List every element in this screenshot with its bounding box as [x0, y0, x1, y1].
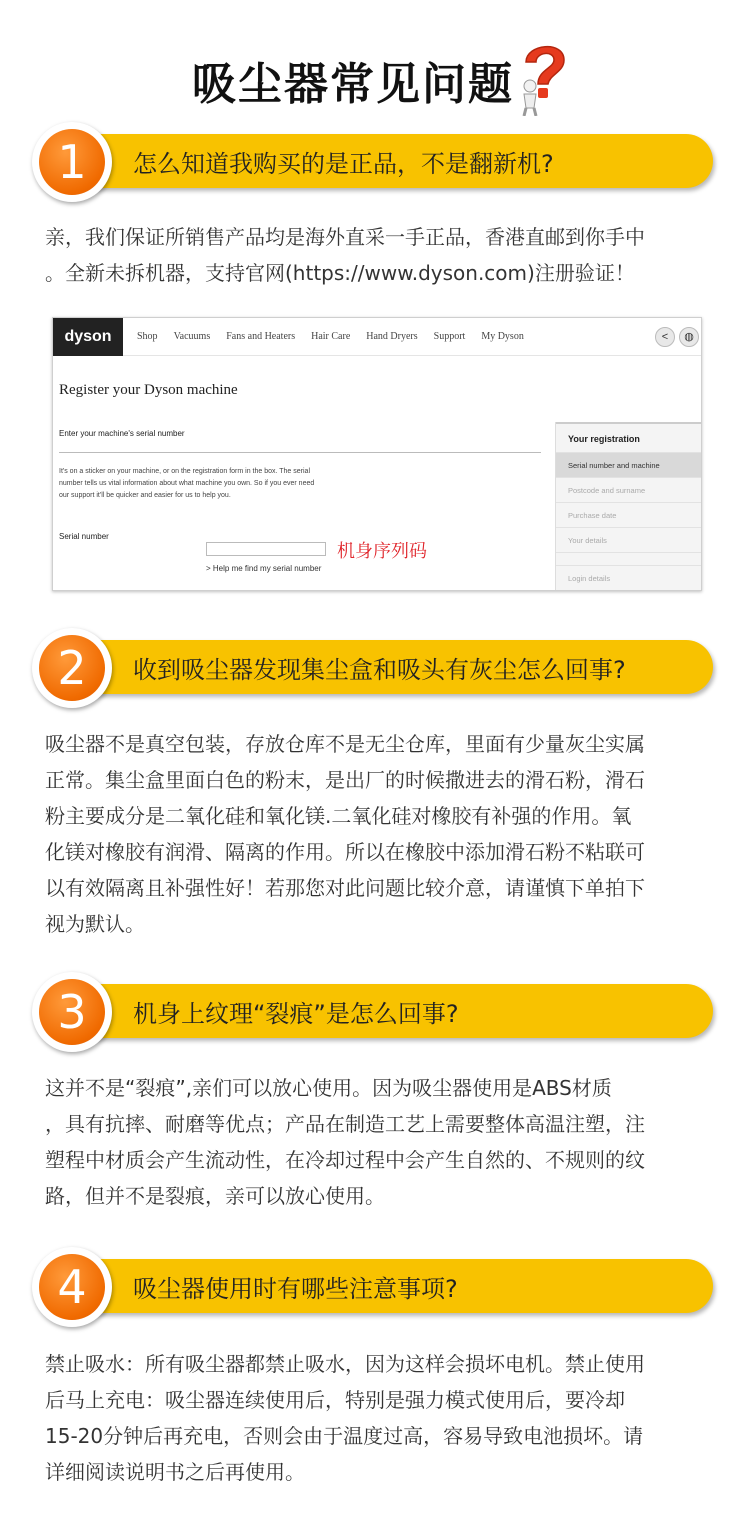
description-line: It's on a sticker on your machine, or on the registration form in the box. The serial	[59, 468, 310, 475]
nav-item-hair-care[interactable]: Hair Care	[311, 331, 351, 342]
dyson-logo[interactable]: dyson	[53, 318, 123, 356]
answer-line: 后马上充电：吸尘器连续使用后，特别是强力模式使用后，要冷却	[45, 1388, 625, 1412]
question-text: 吸尘器使用时有哪些注意事项?	[133, 1275, 458, 1303]
nav-item-my-dyson[interactable]: My Dyson	[481, 331, 524, 342]
globe-icon[interactable]: ◍	[679, 327, 699, 347]
number-badge	[32, 972, 112, 1052]
serial-number-input[interactable]	[206, 542, 326, 556]
section-3-header	[30, 970, 720, 1054]
question-text: 怎么知道我购买的是正品，不是翻新机?	[133, 150, 554, 178]
nav-item-hand-dryers[interactable]: Hand Dryers	[366, 331, 418, 342]
nav-item-support[interactable]: Support	[433, 331, 466, 342]
sidebar-item-postcode[interactable]: Postcode and surname	[556, 477, 702, 502]
nav-item-shop[interactable]: Shop	[137, 331, 158, 342]
number-badge	[32, 1247, 112, 1327]
registration-sidebar	[555, 422, 701, 590]
answer-line: 禁止吸水：所有吸尘器都禁止吸水，因为这样会损坏电机。禁止使用	[45, 1352, 645, 1376]
page-title: 吸尘器常见问题	[192, 59, 514, 110]
share-icon[interactable]: <	[655, 327, 675, 347]
serial-annotation: 机身序列码	[337, 541, 427, 562]
serial-description	[59, 466, 369, 502]
number-badge	[32, 122, 112, 202]
number-badge-digit: 2	[39, 635, 105, 701]
sidebar-item-details[interactable]: Your details	[556, 527, 702, 552]
answer-line: 以有效隔离且补强性好！若那您对此问题比较介意，请谨慎下单拍下	[45, 876, 645, 900]
answer-line: 视为默认。	[45, 912, 145, 936]
nav-menu	[137, 318, 540, 356]
answer-line: 化镁对橡胶有润滑、隔离的作用。所以在橡胶中添加滑石粉不粘联可	[45, 840, 645, 864]
enter-serial-label: Enter your machine's serial number	[59, 429, 185, 438]
question-text: 收到吸尘器发现集尘盒和吸头有灰尘怎么回事?	[133, 656, 626, 684]
site-nav	[53, 318, 701, 356]
number-badge	[32, 628, 112, 708]
description-line: our support it'll be quicker and easier for us to help you.	[59, 492, 231, 499]
answer-line: 。全新未拆机器，支持官网(https://www.dyson.com)注册验证！	[45, 261, 635, 285]
answer-line: 塑程中材质会产生流动性，在冷却过程中会产生自然的、不规则的纹	[45, 1148, 645, 1172]
number-badge-digit: 4	[39, 1254, 105, 1320]
answer-line: 正常。集尘盒里面白色的粉末，是出厂的时候撒进去的滑石粉，滑石	[45, 768, 645, 792]
serial-number-label: Serial number	[59, 532, 109, 541]
sidebar-title: Your registration	[556, 422, 702, 452]
page-header	[0, 38, 750, 118]
section-1-header	[30, 120, 720, 204]
section-4-header	[30, 1245, 720, 1329]
divider	[59, 452, 541, 453]
answer-line: 路，但并不是裂痕，亲可以放心使用。	[45, 1184, 385, 1208]
sidebar-item-purchase-date[interactable]: Purchase date	[556, 502, 702, 527]
answer-line: 粉主要成分是二氧化硅和氧化镁.二氧化硅对橡胶有补强的作用。氧	[45, 804, 632, 828]
section-2-header	[30, 626, 720, 710]
nav-item-fans-heaters[interactable]: Fans and Heaters	[226, 331, 296, 342]
answer-line: 亲，我们保证所销售产品均是海外直采一手正品，香港直邮到你手中	[45, 225, 645, 249]
sidebar-item-serial[interactable]: Serial number and machine	[556, 452, 702, 477]
help-find-serial-link[interactable]: > Help me find my serial number	[206, 564, 322, 573]
answer-line: 这并不是“裂痕”,亲们可以放心使用。因为吸尘器使用是ABS材质	[45, 1076, 612, 1100]
answer-line: ，具有抗摔、耐磨等优点；产品在制造工艺上需要整体高温注塑，注	[45, 1112, 645, 1136]
registration-heading: Register your Dyson machine	[59, 382, 238, 398]
sidebar-item-login[interactable]: Login details	[556, 565, 702, 590]
description-line: number tells us vital information about what machine you own. So if you ever need	[59, 480, 315, 487]
answer-text	[45, 726, 710, 942]
answer-text	[45, 1070, 710, 1214]
dyson-registration-screenshot	[52, 317, 702, 591]
question-text: 机身上纹理“裂痕”是怎么回事?	[133, 1000, 459, 1028]
answer-text	[45, 219, 710, 291]
answer-line: 15-20分钟后再充电，否则会由于温度过高，容易导致电池损坏。请	[45, 1424, 644, 1448]
answer-line: 详细阅读说明书之后再使用。	[45, 1460, 305, 1484]
question-mark-figure-icon	[512, 38, 574, 116]
number-badge-digit: 3	[39, 979, 105, 1045]
number-badge-digit: 1	[39, 129, 105, 195]
answer-line: 吸尘器不是真空包装，存放仓库不是无尘仓库，里面有少量灰尘实属	[45, 732, 645, 756]
nav-item-vacuums[interactable]: Vacuums	[173, 331, 211, 342]
answer-text	[45, 1346, 710, 1490]
